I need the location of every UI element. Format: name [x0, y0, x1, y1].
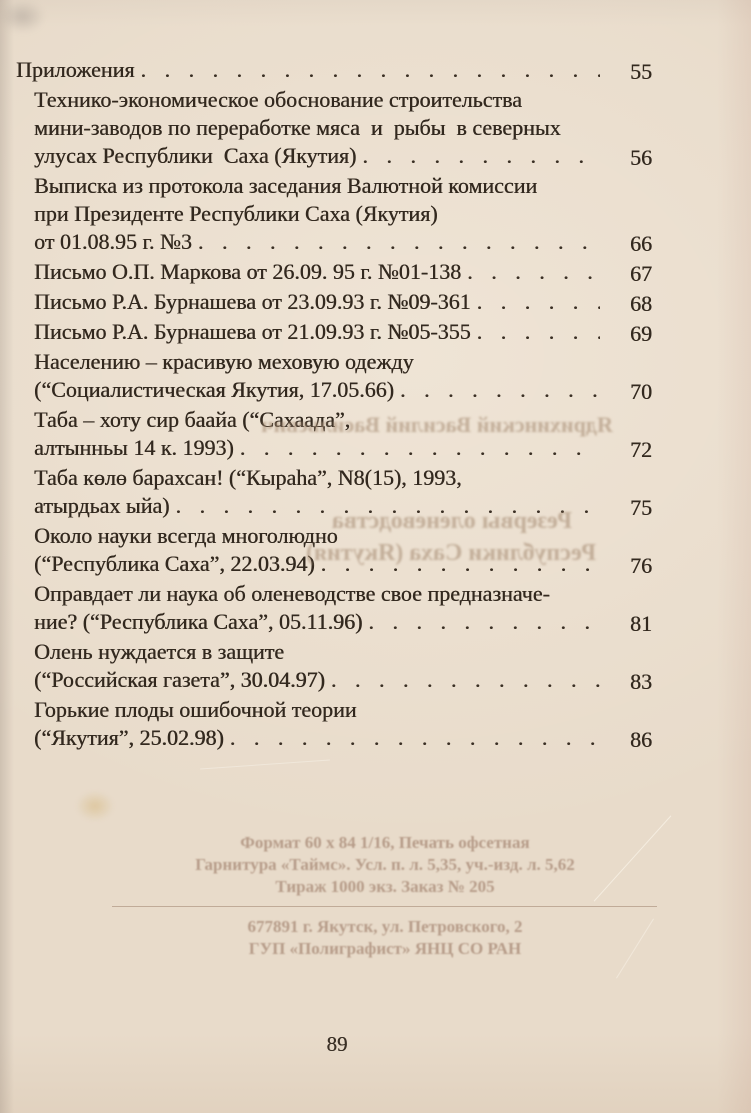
toc-entry-text: от 01.08.95 г. №3: [34, 229, 192, 254]
toc-entry: [0, 172, 652, 256]
ghost-title-mirrored-line2: Республики Саха (Якутия): [305, 540, 597, 566]
toc-entry: [0, 522, 652, 578]
dot-leader: [175, 492, 600, 520]
toc-entry-text: атырдьах ыйа): [34, 493, 170, 518]
ghost-title-mirrored-line1: Резервы оленеводства: [331, 508, 573, 534]
toc-page-number: 68: [630, 291, 652, 316]
toc-line: [34, 666, 652, 694]
toc-entry: [0, 258, 652, 286]
toc-entry: [0, 56, 652, 84]
ghost-author-mirrored: Ядрихинский Василий Васильевич: [261, 412, 613, 437]
dot-leader: [140, 56, 600, 84]
toc-entry-text: при Президенте Республики Саха (Якутия): [34, 201, 438, 226]
toc-line: [34, 114, 652, 142]
toc-entry: [0, 348, 652, 404]
toc-page-number: 66: [630, 231, 652, 256]
toc-page-number: 55: [630, 59, 652, 84]
toc-entry-text: Таба – хоту сир баайа (“Сахаада”,: [34, 407, 351, 432]
dot-leader: [240, 434, 600, 462]
toc-line: [34, 434, 652, 462]
toc-line: [34, 376, 652, 404]
toc-page-number: 69: [630, 321, 652, 346]
address-line: 677891 г. Якутск, ул. Петровского, 2: [247, 917, 523, 936]
toc-line: [34, 288, 652, 316]
toc-line: [34, 142, 652, 170]
toc-page-number: 70: [630, 379, 652, 404]
dot-leader: [321, 550, 600, 578]
toc-entry: [0, 580, 652, 636]
toc-line: [16, 56, 652, 84]
toc-entry-text: Олень нуждается в защите: [34, 639, 285, 664]
colophon-imprint: [115, 832, 655, 898]
toc-entry-text: Выписка из протокола заседания Валютной комиссии: [34, 173, 538, 198]
toc-entry: [0, 464, 652, 520]
toc-entry-text: Письмо Р.А. Бурнашева от 23.09.93 г. №09-361: [34, 289, 471, 314]
toc-entry-text: (“Якутия”, 25.02.98): [34, 725, 224, 750]
toc-page-number: 72: [630, 437, 652, 462]
dot-leader: [198, 228, 600, 256]
toc-line: [34, 724, 652, 752]
toc-line: [34, 608, 652, 636]
toc-entry-text: Письмо Р.А. Бурнашева от 21.09.93 г. №05-355: [34, 319, 471, 344]
toc-entry: [0, 288, 652, 316]
toc-line: [34, 172, 652, 200]
toc-entry-text: Таба көлө барахсан! (“Кыраһа”, N8(15), 1993,: [34, 465, 462, 490]
scan-corner-shadow: [0, 0, 90, 55]
address-line: ГУП «Полиграфист» ЯНЦ СО РАН: [248, 939, 522, 958]
dot-leader: [477, 288, 600, 316]
toc-entry: [0, 696, 652, 752]
toc-line: [34, 258, 652, 286]
dot-leader: [362, 142, 600, 170]
toc-entry-text: мини-заводов по переработке мяса и рыбы в северных: [34, 115, 561, 140]
toc-entry-text: Около науки всегда многолюдно: [34, 523, 338, 548]
toc-entry: [0, 318, 652, 346]
dot-leader: [368, 608, 600, 636]
toc-page-number: 67: [630, 261, 652, 286]
toc-page-number: 76: [630, 553, 652, 578]
toc-entry-text: (“Республика Саха”, 22.03.94): [34, 551, 315, 576]
colophon-line: Формат 60 х 84 1/16, Печать офсетная: [240, 833, 530, 852]
dot-leader: [331, 666, 600, 694]
toc-line: [34, 492, 652, 520]
toc-page-number: 56: [630, 145, 652, 170]
toc-line: [34, 228, 652, 256]
paper-stain: [76, 791, 114, 821]
scratch-line: [200, 759, 330, 769]
toc-entry-text: Населению – красивую меховую одежду: [34, 349, 414, 374]
dot-leader: [400, 376, 600, 404]
toc-line: [34, 200, 652, 228]
toc-page-number: 83: [630, 669, 652, 694]
dot-leader: [230, 724, 600, 752]
dot-leader: [477, 318, 600, 346]
toc-line: [34, 348, 652, 376]
toc-entry: [0, 86, 652, 170]
toc-entry-text: алтынньы 14 к. 1993): [34, 435, 234, 460]
toc-line: [34, 86, 652, 114]
toc-entry-text: Письмо О.П. Маркова от 26.09. 95 г. №01-138: [34, 259, 462, 284]
toc-line: [34, 522, 652, 550]
colophon-rule: [112, 906, 657, 907]
toc-page-number: 75: [630, 495, 652, 520]
colophon-line: Тираж 1000 экз. Заказ № 205: [275, 877, 495, 896]
toc-line: [34, 696, 652, 724]
toc-entry-text: Оправдает ли наука об оленеводстве свое предназначе-: [34, 581, 550, 606]
colophon-address: [115, 916, 655, 960]
toc-entry-text: (“Социалистическая Якутия, 17.05.66): [34, 377, 394, 402]
toc-line: [34, 638, 652, 666]
toc-entry-text: (“Российская газета”, 30.04.97): [34, 667, 325, 692]
toc-entry-text: ние? (“Республика Саха”, 05.11.96): [34, 609, 363, 634]
toc-entry-text: улусах Республики Саха (Якутия): [34, 143, 357, 168]
toc-entry-text: Технико-экономическое обоснование строительства: [34, 87, 522, 112]
toc-line: [34, 464, 652, 492]
toc-line: [34, 318, 652, 346]
toc-entry: [0, 638, 652, 694]
toc-entry: [0, 406, 652, 462]
toc-page-number: 86: [630, 727, 652, 752]
toc-entry-text: Приложения: [16, 57, 135, 82]
dot-leader: [467, 258, 600, 286]
colophon-line: Гарнитура «Таймс». Усл. п. л. 5,35, уч.-изд. л. 5,62: [195, 855, 575, 874]
toc-page-number: 81: [630, 611, 652, 636]
footer-page-number: 89: [326, 1032, 348, 1056]
toc-line: [34, 550, 652, 578]
toc-line: [34, 580, 652, 608]
toc-line: [34, 406, 652, 434]
toc-entry-text: Горькие плоды ошибочной теории: [34, 697, 357, 722]
